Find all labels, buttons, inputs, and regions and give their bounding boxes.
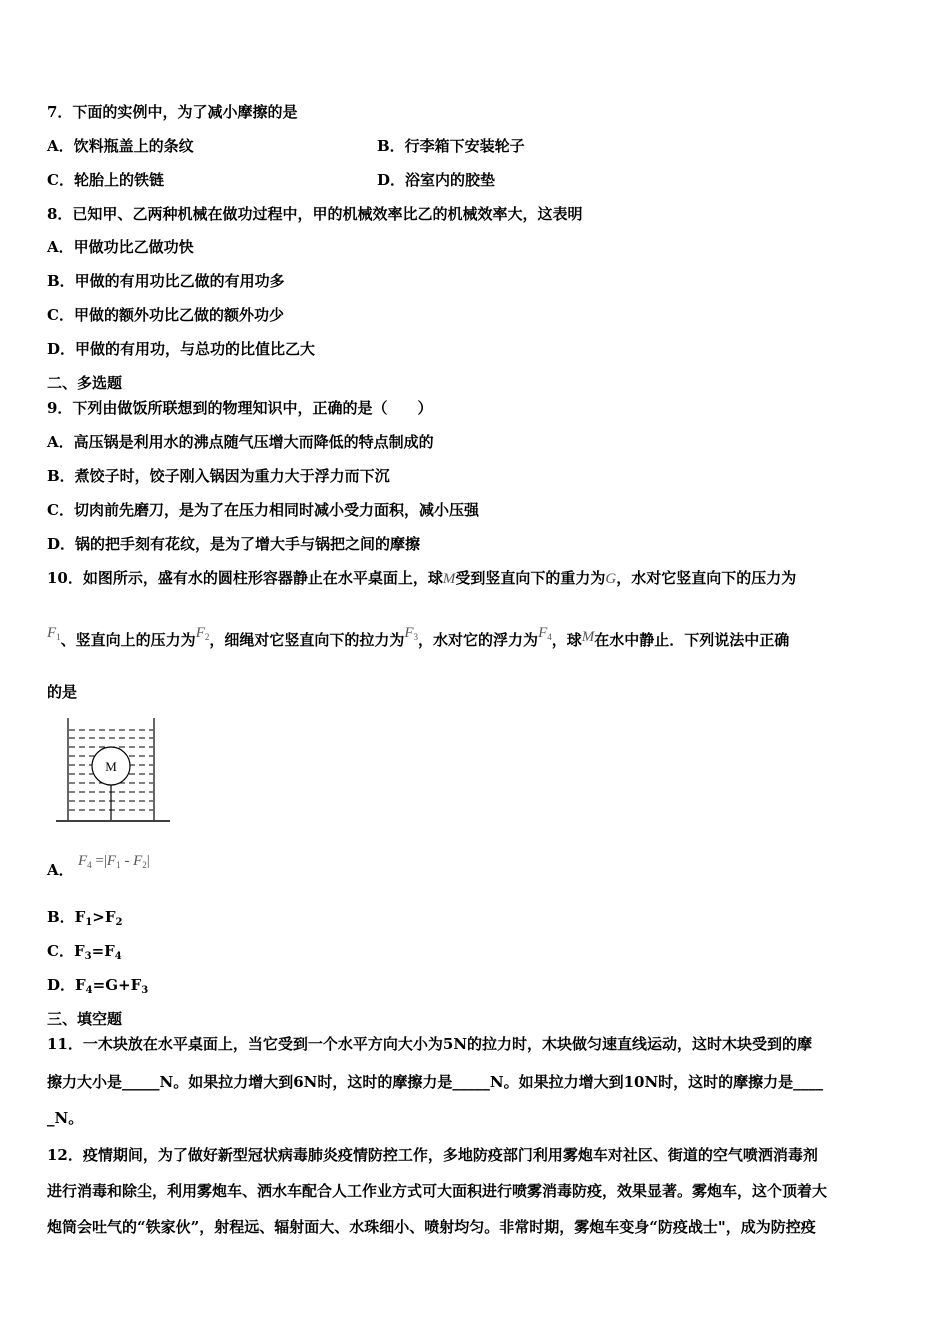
q10-stem-line-1: 10．如图所示，盛有水的圆柱形容器静止在水平桌面上，球M受到竖直向下的重力为G，水对它竖直向下的压力为 xyxy=(47,569,797,587)
q12-line-2: 进行消毒和除尘，利用雾炮车、洒水车配合人工作业方式可大面积进行喷雾消毒防疫，效果显著。雾炮车，这个顶着大 xyxy=(47,1182,828,1200)
q7-option-b: B．行李箱下安装轮子 xyxy=(377,137,525,155)
q10-option-b: B．$F_1>F_2$ xyxy=(47,908,123,928)
q8-option-a: A．甲做功比乙做功快 xyxy=(47,238,194,256)
q9-option-b: B．煮饺子时，饺子刚入锅因为重力大于浮力而下沉 xyxy=(47,467,390,485)
q11-line-2: 擦力大小是_____N。如果拉力增大到6N时，这时的摩擦力是_____N。如果拉力增大到10N时，这时的摩擦力是____ xyxy=(47,1073,824,1091)
section-heading-multiple-choice: 二、多选题 xyxy=(47,374,123,392)
q8-option-c: C．甲做的额外功比乙做的额外功少 xyxy=(47,306,284,324)
q10-option-c: C．$F_3=F_4$ xyxy=(47,942,122,962)
q10-option-d: D．$F_4=G+F_3$ xyxy=(47,976,149,996)
q12-line-1: 12．疫情期间，为了做好新型冠状病毒肺炎疫情防控工作，多地防疫部门利用雾炮车对社区、街道的空气喷洒消毒剂 xyxy=(47,1146,818,1164)
q9-option-d: D．锅的把手刻有花纹，是为了增大手与锅把之间的摩擦 xyxy=(47,535,421,553)
q8-option-d: D．甲做的有用功，与总功的比值比乙大 xyxy=(47,340,316,358)
q9-stem: 9．下列由做饭所联想到的物理知识中，正确的是（ ） xyxy=(47,399,433,417)
q7-stem: 7．下面的实例中，为了减小摩擦的是 xyxy=(47,103,298,121)
ball-label: M xyxy=(105,759,117,774)
q11-line-3: _N。 xyxy=(47,1109,84,1127)
q9-option-a: A．高压锅是利用水的沸点随气压增大而降低的特点制成的 xyxy=(47,433,434,451)
q7-option-c: C．轮胎上的铁链 xyxy=(47,171,164,189)
q8-stem: 8．已知甲、乙两种机械在做功过程中，甲的机械效率比乙的机械效率大，这表明 xyxy=(47,205,583,223)
q12-line-3: 炮筒会吐气的“铁家伙”，射程远、辐射面大、水珠细小、喷射均匀。非常时期，雾炮车变身“防疫战士"，成为防控疫 xyxy=(47,1218,816,1236)
q10-figure-container xyxy=(54,716,174,826)
q7-option-a: A．饮料瓶盖上的条纹 xyxy=(47,137,194,155)
q9-option-c: C．切肉前先磨刀，是为了在压力相同时减小受力面积，减小压强 xyxy=(47,501,479,519)
q8-option-b: B．甲做的有用功比乙做的有用功多 xyxy=(47,272,285,290)
section-heading-fill-in: 三、填空题 xyxy=(47,1010,123,1028)
q11-line-1: 11．一木块放在水平桌面上，当它受到一个水平方向大小为5N的拉力时，木块做匀速直线运动，这时木块受到的摩 xyxy=(47,1035,813,1053)
q10-option-a-label: A． xyxy=(47,861,74,879)
q10-stem-line-3: 的是 xyxy=(47,683,78,701)
q10-stem-line-2: $F_1$、竖直向上的压力为$F_2$，细绳对它竖直向下的拉力为$F_3$，水对它的浮力为$F_4$，球M在水中静止．下列说法中正确 xyxy=(47,625,790,649)
q7-option-d: D．浴室内的胶垫 xyxy=(377,171,496,189)
q10-option-a-formula: $F_4 =|F_1 - F_2|$ xyxy=(78,853,150,870)
